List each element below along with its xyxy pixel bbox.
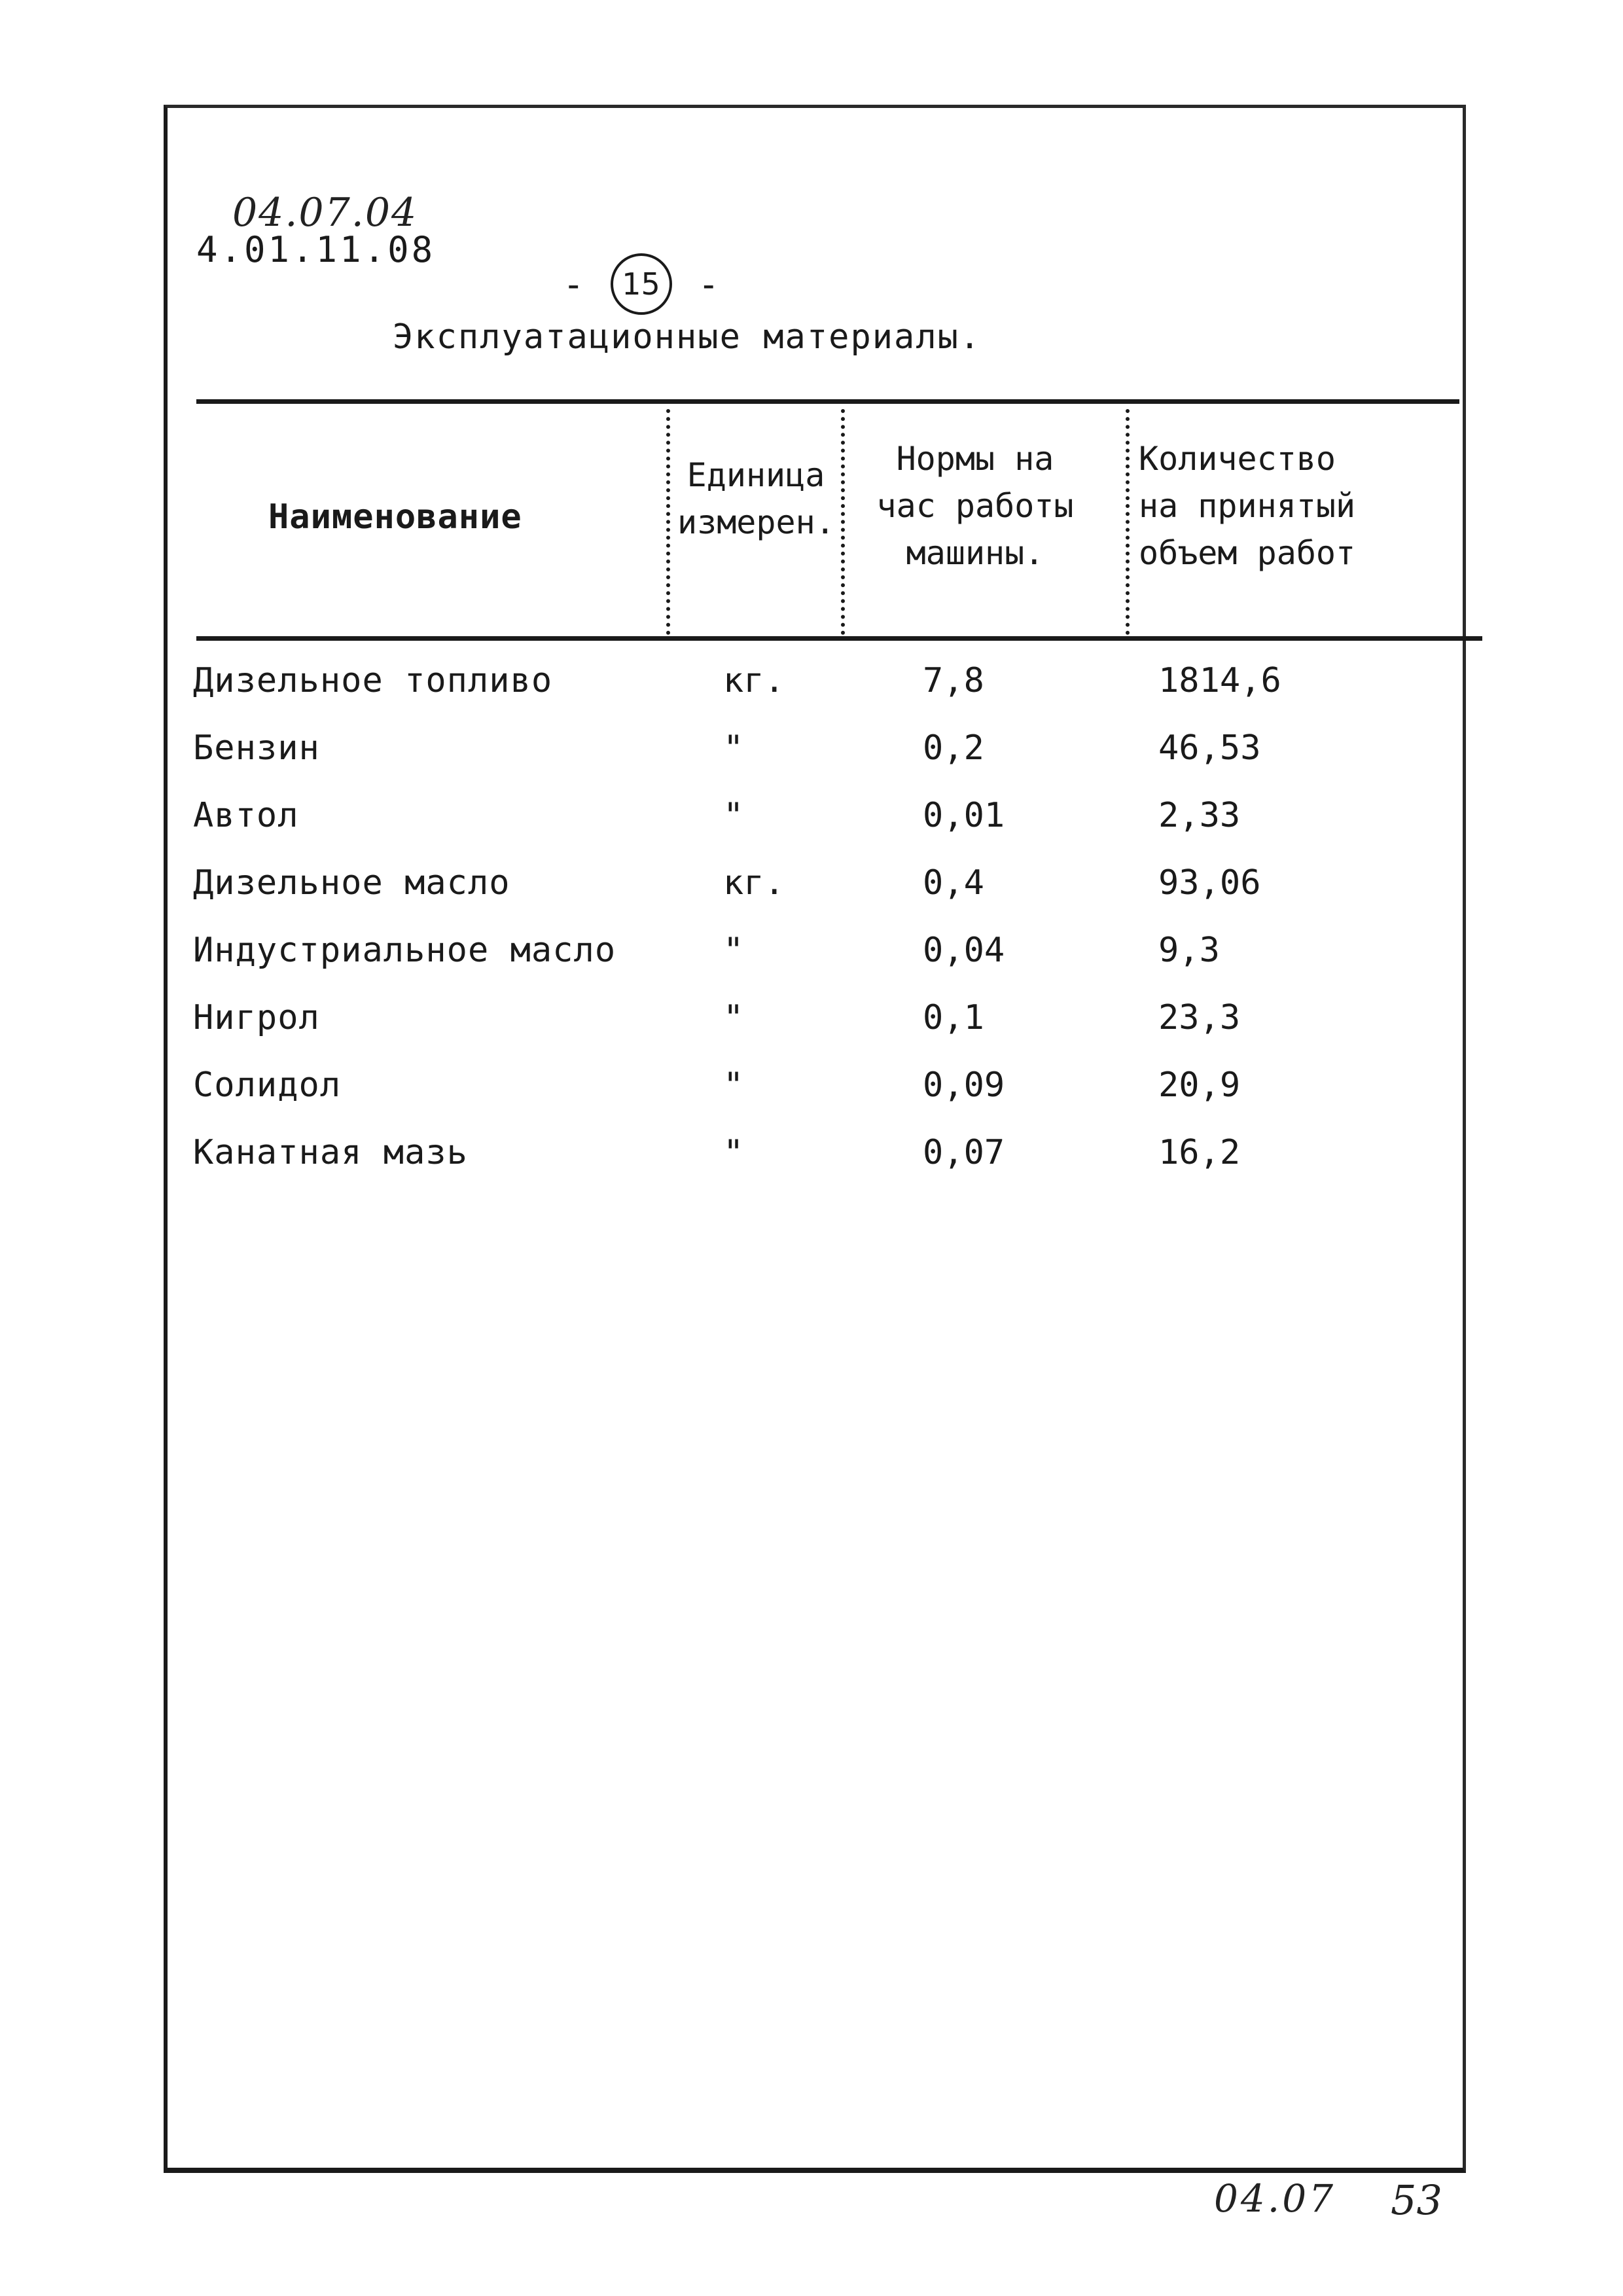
cell-unit: кг. [723,863,785,903]
column-header-quantity [1139,435,1414,577]
column-header-unit [677,452,834,546]
column-header-unit-line-1: Единица [687,456,825,494]
cell-norm: 0,07 [923,1133,1005,1172]
cell-unit: " [723,1133,744,1172]
cell-unit: " [723,728,744,768]
cell-name: Автол [193,796,299,835]
column-header-quantity-line-3: объем работ [1139,534,1356,572]
cell-quantity: 1814,6 [1158,661,1281,700]
table-header-rule [196,636,1482,641]
page-number: 15 [611,253,672,315]
column-separator [666,409,670,635]
column-separator [1126,409,1130,635]
cell-quantity: 9,3 [1158,931,1220,970]
cell-quantity: 16,2 [1158,1133,1241,1172]
column-separator [841,409,845,635]
cell-unit: " [723,796,744,835]
cell-norm: 7,8 [923,661,984,700]
handwritten-sheet-code: 04.07 [1214,2176,1336,2221]
cell-norm: 0,01 [923,796,1005,835]
cell-name: Дизельное топливо [193,661,553,700]
column-header-norm-line-2: час работы [876,487,1074,525]
cell-unit: кг. [723,661,785,700]
cell-name: Солидол [193,1066,342,1105]
table-top-rule [196,399,1459,404]
handwritten-code: 04.07.04 [232,190,418,236]
dash-left: - [563,263,584,305]
cell-quantity: 2,33 [1158,796,1241,835]
document-title: Эксплуатационные материалы. [393,317,982,357]
column-header-norm-line-1: Нормы на [896,440,1054,478]
column-header-unit-line-2: измерен. [677,503,835,541]
cell-name: Нигрол [193,998,320,1037]
cell-quantity: 20,9 [1158,1066,1241,1105]
cell-unit: " [723,931,744,970]
cell-norm: 0,1 [923,998,984,1037]
handwritten-page-number: 53 [1391,2176,1442,2224]
dash-right: - [698,263,720,305]
cell-norm: 0,4 [923,863,984,903]
cell-quantity: 46,53 [1158,728,1261,768]
cell-name: Дизельное масло [193,863,510,903]
page-number-block [563,254,719,314]
cell-quantity: 23,3 [1158,998,1241,1037]
document-code: 4.01.11.08 [196,229,436,270]
cell-norm: 0,04 [923,931,1005,970]
cell-norm: 0,2 [923,728,984,768]
cell-name: Канатная мазь [193,1133,468,1172]
cell-quantity: 93,06 [1158,863,1261,903]
column-header-quantity-line-2: на принятый [1139,487,1356,525]
cell-name: Бензин [193,728,320,768]
column-header-quantity-line-1: Количество [1139,440,1336,478]
cell-norm: 0,09 [923,1066,1005,1105]
column-header-norm [851,435,1099,577]
cell-unit: " [723,998,744,1037]
column-header-norm-line-3: машины. [906,534,1044,572]
column-header-name: Наименование [268,497,522,537]
cell-unit: " [723,1066,744,1105]
cell-name: Индустриальное масло [193,931,616,970]
